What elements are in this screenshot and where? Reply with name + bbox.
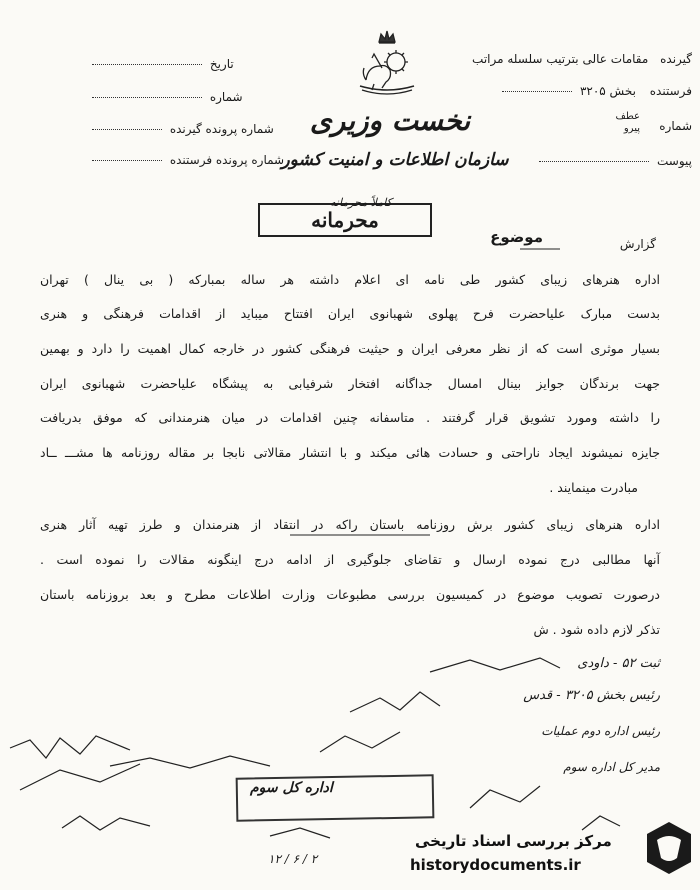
body-line-6: جایزه نمیشوند ایجاد ناراحتی و حسادت هائی میکند و با انتشار مقالاتی نابجا بر مقاله روزنامه ها مشـــ ــاد [40, 445, 660, 460]
date-note: ۲ / ۶ / ۱۲ [268, 852, 318, 866]
signature-note-1: ثبت ۵۲ - داودی [577, 656, 660, 671]
recipient-file-label: شماره پرونده گیرنده [169, 122, 274, 136]
recipient-value: مقامات عالی بترتیب سلسله مراتب [472, 52, 649, 66]
body-line-7: مبادرت مینمایند . [549, 480, 638, 495]
subject-label: موضوع [490, 228, 543, 246]
attachment-dots [539, 161, 649, 162]
body-line-10: درصورت تصویب موضوع در کمیسیون بررسی مطبوعات وزارت اطلاعات مطرح و بعد بروزنامه باستان [40, 587, 660, 602]
signature-note-2: رئیس بخش ۳۲۰۵ - قدس [523, 688, 660, 703]
body-line-1: اداره هنرهای زیبای کشور طی نامه ای اعلام داشته هر ساله بمبارکه ( بی ینال ) تهران [40, 272, 660, 287]
lion-and-sun-emblem-icon [352, 28, 422, 100]
number-ref-top: عطف [615, 111, 640, 122]
body-line-3: بسیار موثری است که از نظر معرفی ایران و حیثیت فرهنگی کشور در خارجه کمال اهمیت را دارد و بهمین [40, 341, 660, 356]
body-line-9: آنها مطالبی درج نموده ارسال و تقاضای جلوگیری از ادامه درج اینگونه مقالات را نموده است . [40, 552, 660, 567]
number-label-right: شماره [659, 119, 692, 133]
number-left-row [88, 90, 243, 104]
sender-file-label: شماره پرونده فرستنده [169, 153, 285, 167]
signature-note-3: اداره کل سوم [250, 780, 333, 796]
number-left-dots [92, 97, 202, 98]
body-underline [290, 532, 430, 538]
body-line-2: بدست مبارک علیاحضرت فرح پهلوی شهبانوی ایران افتتاح میباید از اقدامات فرهنگی و هنری [40, 306, 660, 321]
watermark-url: historydocuments.ir [410, 856, 581, 874]
prime-ministry-title: نخست وزیری [309, 104, 471, 137]
sender-label: فرستنده [649, 84, 692, 98]
number-row [659, 119, 692, 133]
date-row [88, 57, 234, 71]
body-line-8: اداره هنرهای زیبای کشور برش روزنامه باستان راکه در انتقاد از هنرمندان و طرز تهیه آثار هنری [40, 517, 660, 532]
sender-dots [502, 91, 572, 92]
body-line-11: تذکر لازم داده شود . ش [533, 622, 660, 637]
organization-title: سازمان اطلاعات و امنیت کشور [281, 150, 509, 170]
sender-file-dots [92, 160, 162, 161]
date-dots [92, 64, 202, 65]
sender-row [498, 84, 692, 98]
attachment-row [535, 154, 692, 168]
recipient-file-row [88, 122, 274, 136]
recipient-label: گیرنده [660, 52, 692, 66]
body-line-5: را داشته ومورد تشویق قرار گرفتند . متاسفانه چنین اقدامات در میان هنرمندانی که موفق بدریافت [40, 410, 660, 425]
classification-handwritten: کاملاً محرمانه [330, 196, 392, 209]
date-label: تاریخ [209, 57, 234, 71]
subject-underline [520, 246, 560, 252]
attachment-label: پیوست [657, 154, 692, 168]
watermark-name: مرکز بررسی اسناد تاریخی [415, 832, 612, 850]
sender-value: بخش ۳۲۰۵ [579, 84, 636, 98]
handwriting-scribbles [0, 640, 700, 890]
recipient-file-dots [92, 129, 162, 130]
body-line-4: جهت برندگان جوایز بینال امسال جداگانه افتخار شرفیابی به پیشگاه علیاحضرت شهبانوی ایران [40, 376, 660, 391]
classification-stamp-text: محرمانه [311, 208, 379, 232]
number-ref [615, 111, 640, 135]
signature-note-4: رئیس اداره دوم عملیات [541, 724, 660, 738]
number-label-left: شماره [209, 90, 243, 104]
sender-file-row [88, 153, 284, 167]
report-label: گزارش [619, 237, 656, 251]
signature-note-5: مدیر کل اداره سوم [563, 760, 660, 774]
recipient-row [472, 52, 692, 66]
number-ref-bottom: پیرو [623, 123, 640, 134]
history-documents-logo-icon [643, 818, 695, 878]
